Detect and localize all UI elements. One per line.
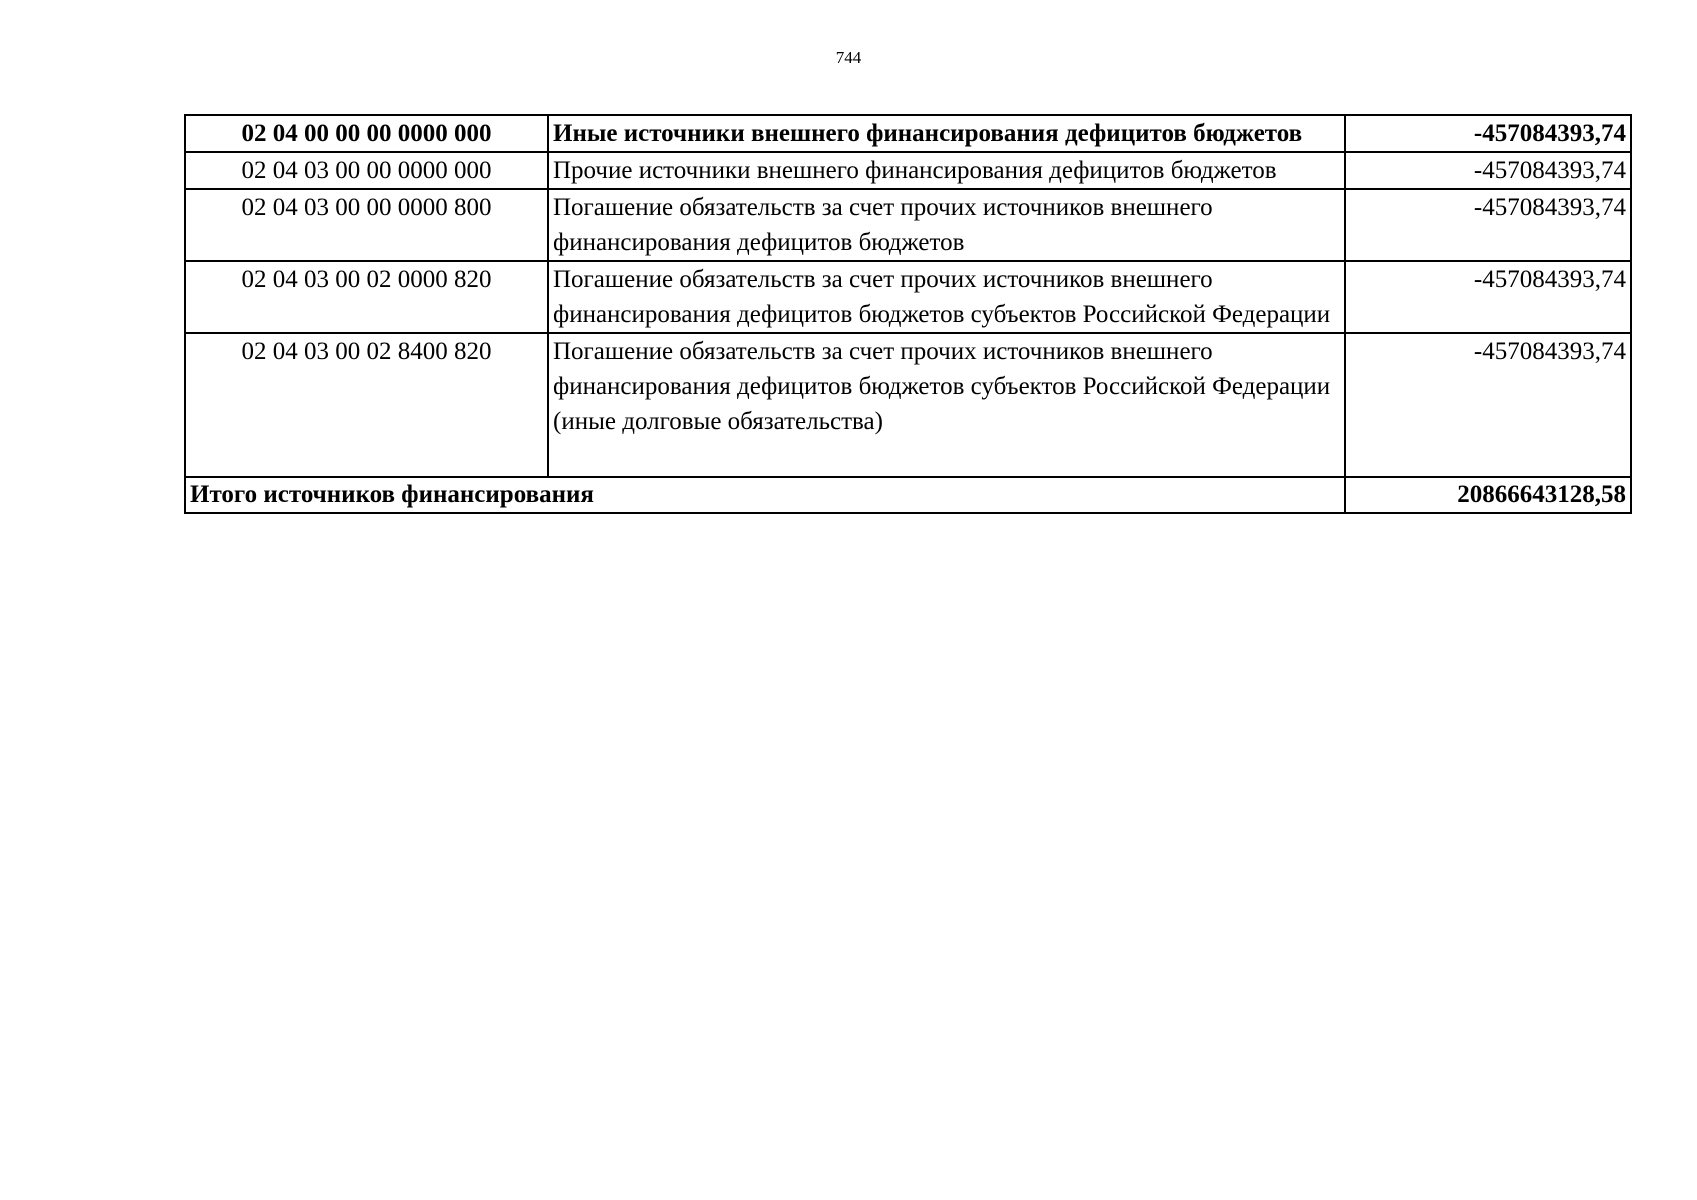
row-name: Погашение обязательств за счет прочих источников внешнего финансирования дефицитов бюджетов <box>548 189 1345 261</box>
table-row <box>185 189 1631 261</box>
row-sum: -457084393,74 <box>1345 261 1631 333</box>
row-name: Прочие источники внешнего финансирования дефицитов бюджетов <box>548 152 1345 189</box>
total-row <box>185 477 1631 513</box>
row-name: Иные источники внешнего финансирования дефицитов бюджетов <box>548 115 1345 152</box>
row-code: 02 04 03 00 00 0000 800 <box>185 189 548 261</box>
page-number: 744 <box>835 48 862 67</box>
row-name: Погашение обязательств за счет прочих источников внешнего финансирования дефицитов бюджетов субъектов Российской Федерации <box>548 261 1345 333</box>
row-sum: -457084393,74 <box>1345 152 1631 189</box>
total-label: Итого источников финансирования <box>185 477 1345 513</box>
table-row <box>185 152 1631 189</box>
row-name: Погашение обязательств за счет прочих источников внешнего финансирования дефицитов бюджетов субъектов Российской Федерации (иные долговые обязательства) <box>548 333 1345 477</box>
row-code: 02 04 03 00 02 8400 820 <box>185 333 548 477</box>
row-code: 02 04 03 00 00 0000 000 <box>185 152 548 189</box>
budget-sources-table <box>184 114 1632 514</box>
row-sum: -457084393,74 <box>1345 115 1631 152</box>
row-sum: -457084393,74 <box>1345 189 1631 261</box>
total-sum: 20866643128,58 <box>1345 477 1631 513</box>
row-sum: -457084393,74 <box>1345 333 1631 477</box>
row-code: 02 04 03 00 02 0000 820 <box>185 261 548 333</box>
table-row <box>185 261 1631 333</box>
table-row <box>185 115 1631 152</box>
row-code: 02 04 00 00 00 0000 000 <box>185 115 548 152</box>
table-row <box>185 333 1631 477</box>
